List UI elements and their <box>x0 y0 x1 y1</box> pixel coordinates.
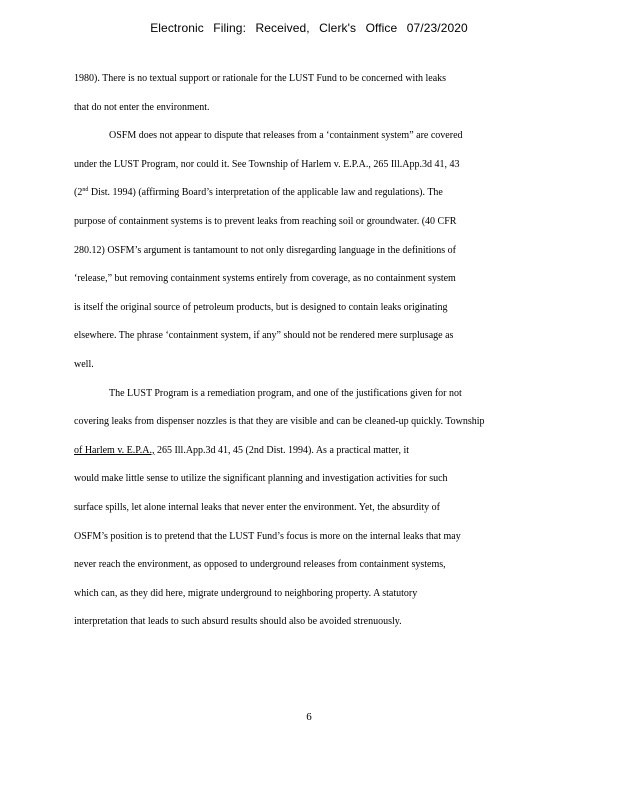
body-text-segment: Dist. 1994) (affirming Board’s interpretation of the applicable law and regulations). The <box>88 187 443 199</box>
page-number: 6 <box>306 711 312 723</box>
body-line: OSFM does not appear to dispute that releases from a ‘containment system” are covered <box>109 130 463 142</box>
body-line: that do not enter the environment. <box>74 101 210 113</box>
body-line: under the LUST Program, nor could it. See Township of Harlem v. E.P.A., 265 Ill.App.3d 41, 43 <box>74 158 460 170</box>
body-line: interpretation that leads to such absurd results should also be avoided strenuously. <box>74 616 402 628</box>
body-line: OSFM’s position is to pretend that the LUST Fund’s focus is more on the internal leaks that may <box>74 530 461 542</box>
body-text-segment: 265 Ill.App.3d 41, 45 (2nd Dist. 1994). As a practical matter, it <box>154 444 410 456</box>
body-line: elsewhere. The phrase ‘containment system, if any” should not be rendered mere surplusage as <box>74 330 454 342</box>
case-citation: of Harlem v. E.P.A., <box>74 444 155 456</box>
body-line: is itself the original source of petroleum products, but is designed to contain leaks originating <box>74 301 448 313</box>
citation-text: (2 <box>74 187 83 199</box>
body-line: 280.12) OSFM’s argument is tantamount to not only disregarding language in the definitions of <box>74 244 456 256</box>
body-line: would make little sense to utilize the significant planning and investigation activities for such <box>74 473 448 485</box>
document-body <box>74 71 546 643</box>
body-line: ‘release,” but removing containment systems entirely from coverage, as no containment system <box>74 273 456 285</box>
body-line <box>74 443 546 472</box>
body-line: never reach the environment, as opposed to underground releases from containment systems, <box>74 559 446 571</box>
body-line: surface spills, let alone internal leaks that never enter the environment. Yet, the absurdity of <box>74 501 441 513</box>
body-line: which can, as they did here, migrate underground to neighboring property. A statutory <box>74 587 418 599</box>
electronic-filing-header: Electronic Filing: Received, Clerk's Office 07/23/2020 <box>150 21 468 35</box>
body-line: 1980). There is no textual support or rationale for the LUST Fund to be concerned with leaks <box>74 73 447 84</box>
body-line: The LUST Program is a remediation program, and one of the justifications given for not <box>109 387 462 399</box>
body-line: covering leaks from dispenser nozzles is that they are visible and can be cleaned-up quickly. Township <box>74 416 485 428</box>
body-line: purpose of containment systems is to prevent leaks from reaching soil or groundwater. (40 CFR <box>74 215 457 227</box>
body-line: well. <box>74 358 94 370</box>
ordinal-suffix: nd <box>82 187 89 194</box>
body-line <box>74 185 546 214</box>
